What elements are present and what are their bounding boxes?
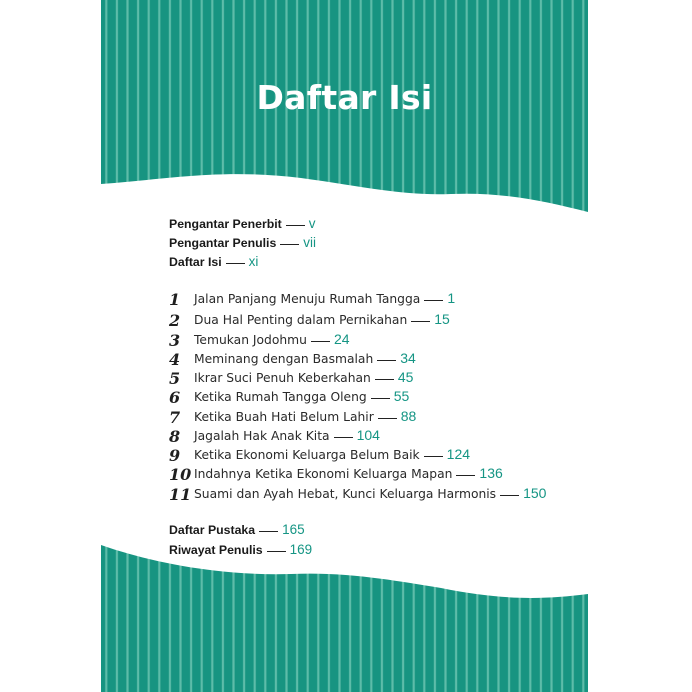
entry-label: Pengantar Penulis xyxy=(169,236,277,250)
back-matter-entry xyxy=(169,542,312,557)
entry-label: Riwayat Penulis xyxy=(169,543,263,557)
front-matter-entry xyxy=(169,254,258,269)
chapter-number: 6 xyxy=(169,388,181,407)
chapter-page-number: 34 xyxy=(400,350,416,366)
chapter-page-number: 15 xyxy=(434,311,450,327)
front-matter-entry xyxy=(169,216,316,231)
chapter-title: Jagalah Hak Anak Kita xyxy=(194,429,330,443)
chapter-page-number: 88 xyxy=(400,408,417,424)
leader-line xyxy=(286,225,305,226)
chapter-number: 9 xyxy=(169,446,181,465)
entry-page-number: vii xyxy=(303,235,317,250)
chapter-number: 2 xyxy=(169,311,181,330)
leader-line xyxy=(424,456,443,457)
chapter-number: 5 xyxy=(169,369,181,388)
chapter-title: Indahnya Ketika Ekonomi Keluarga Mapan xyxy=(194,467,453,481)
leader-line xyxy=(311,341,330,342)
chapter-number: 7 xyxy=(169,408,181,427)
chapter-title: Dua Hal Penting dalam Pernikahan xyxy=(194,313,408,327)
leader-line xyxy=(377,360,396,361)
chapter-title: Meminang dengan Basmalah xyxy=(194,352,374,366)
chapter-title: Temukan Jodohmu xyxy=(194,333,307,347)
chapter-title: Ikrar Suci Penuh Keberkahan xyxy=(194,371,371,385)
leader-line xyxy=(378,418,397,419)
chapter-number: 8 xyxy=(169,427,181,446)
leader-line xyxy=(456,475,475,476)
back-matter-entry xyxy=(169,522,305,537)
leader-line xyxy=(267,551,286,552)
entry-label: Daftar Pustaka xyxy=(169,523,256,537)
chapter-page-number: 45 xyxy=(397,369,414,385)
chapter-number: 4 xyxy=(169,350,181,369)
chapter-title: Ketika Rumah Tangga Oleng xyxy=(194,390,367,404)
chapter-page-number: 124 xyxy=(446,446,471,462)
chapter-title: Ketika Buah Hati Belum Lahir xyxy=(194,410,374,424)
leader-line xyxy=(280,244,299,245)
chapter-page-number: 1 xyxy=(447,290,456,306)
leader-line xyxy=(375,379,394,380)
chapter-page-number: 150 xyxy=(523,485,547,501)
leader-line xyxy=(334,437,353,438)
entry-page-number: 169 xyxy=(289,542,313,557)
book-page xyxy=(101,0,588,692)
leader-line xyxy=(424,300,443,301)
entry-label: Daftar Isi xyxy=(169,255,222,269)
chapter-page-number: 104 xyxy=(356,427,380,443)
entry-page-number: 165 xyxy=(282,522,305,537)
leader-line xyxy=(371,398,390,399)
chapter-page-number: 55 xyxy=(393,388,410,404)
chapter-number: 1 xyxy=(169,290,181,309)
leader-line xyxy=(500,495,519,496)
chapter-number: 10 xyxy=(169,465,192,484)
chapter-page-number: 24 xyxy=(333,331,350,347)
entry-page-number: v xyxy=(308,216,316,231)
entry-label: Pengantar Penerbit xyxy=(169,217,282,231)
chapter-title: Jalan Panjang Menuju Rumah Tangga xyxy=(194,292,421,306)
entry-page-number: xi xyxy=(248,254,259,269)
chapter-number: 3 xyxy=(169,331,181,350)
page-title: Daftar Isi xyxy=(256,78,433,117)
front-matter-entry xyxy=(169,235,316,250)
chapter-title: Suami dan Ayah Hebat, Kunci Keluarga Harmonis xyxy=(194,487,497,501)
chapter-title: Ketika Ekonomi Keluarga Belum Baik xyxy=(194,448,420,462)
chapter-number: 11 xyxy=(169,485,192,504)
leader-line xyxy=(226,263,245,264)
leader-line xyxy=(411,321,430,322)
chapter-page-number: 136 xyxy=(479,465,503,481)
leader-line xyxy=(259,531,278,532)
